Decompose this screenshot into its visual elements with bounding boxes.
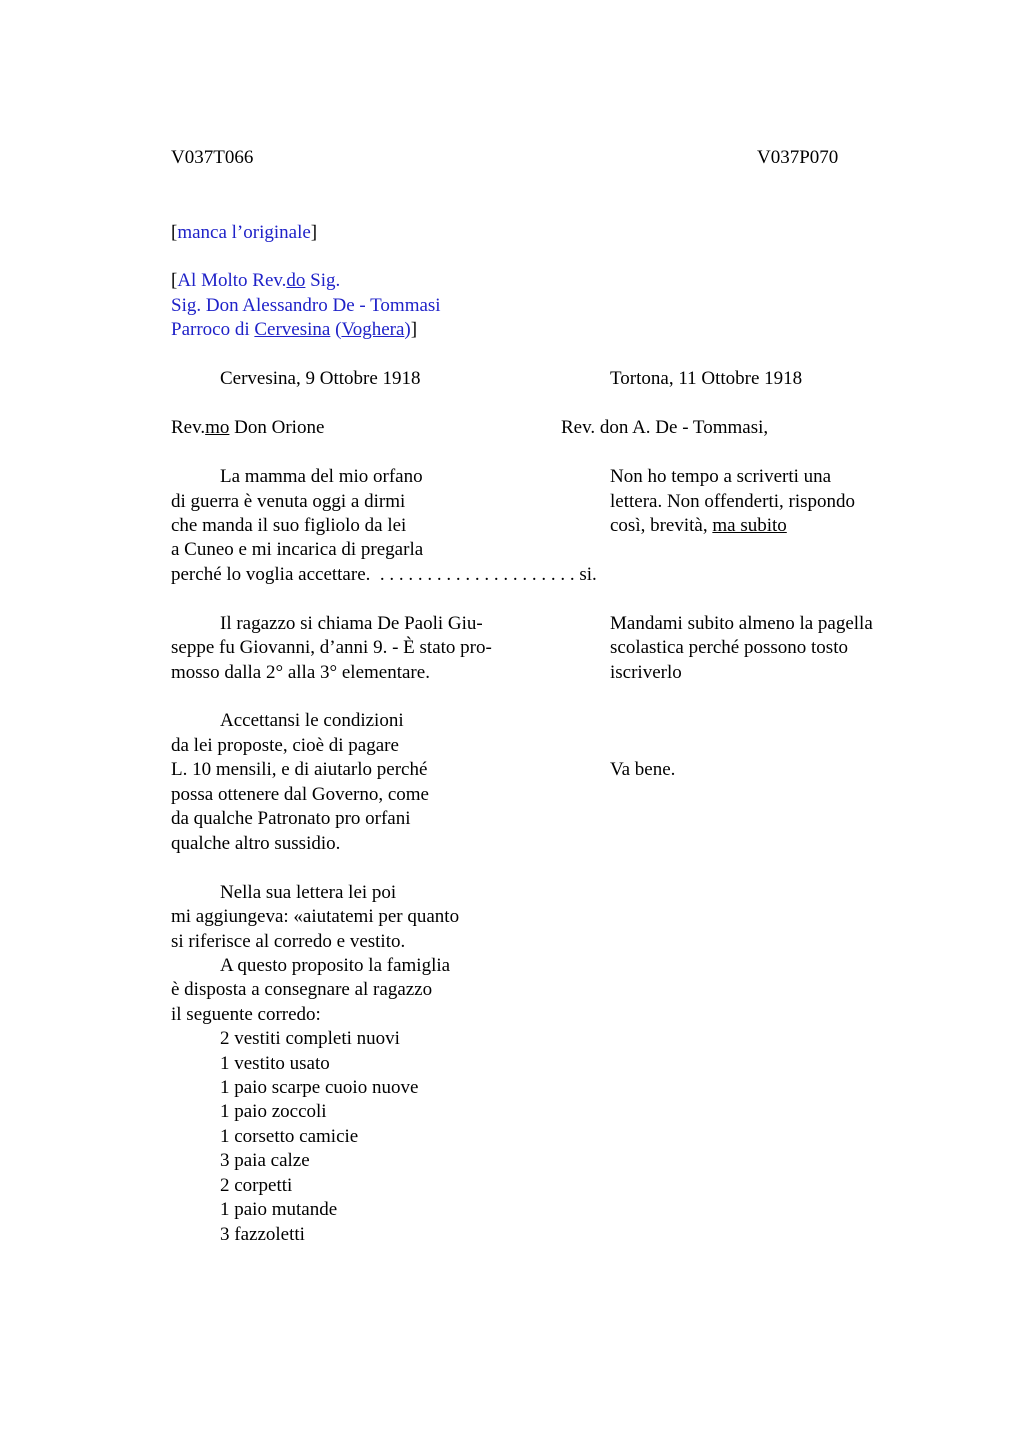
document-code-right: V037P070: [757, 147, 839, 168]
salutation-right: Rev. don A. De - Tommasi,: [561, 417, 769, 438]
right-reply-line: iscriverlo: [610, 662, 682, 683]
left-paragraph-line: è disposta a consegnare al ragazzo: [171, 979, 433, 1000]
address-line-3: Parroco di Cervesina (Voghera)]: [171, 319, 418, 340]
editorial-note-text: manca l’originale: [177, 222, 311, 243]
corredo-list-item: 2 vestiti completi nuovi: [220, 1028, 400, 1049]
left-paragraph-line: di guerra è venuta oggi a dirmi: [171, 491, 406, 512]
corredo-list-item: 1 paio scarpe cuoio nuove: [220, 1077, 419, 1098]
corredo-list-item: 3 fazzoletti: [220, 1224, 305, 1245]
left-paragraph-line: possa ottenere dal Governo, come: [171, 784, 429, 805]
left-paragraph-line: L. 10 mensili, e di aiutarlo perché: [171, 759, 428, 780]
left-paragraph-line: a Cuneo e mi incarica di pregarla: [171, 539, 424, 560]
left-paragraph-line: Nella sua lettera lei poi: [220, 882, 397, 903]
corredo-list-item: 1 paio zoccoli: [220, 1101, 327, 1122]
left-paragraph-line: Il ragazzo si chiama De Paoli Giu-: [220, 613, 483, 634]
left-paragraph-line: mosso dalla 2° alla 3° elementare.: [171, 662, 430, 683]
right-reply-line: così, brevità, ma subito: [610, 515, 787, 536]
left-paragraph-line: A questo proposito la famiglia: [220, 955, 451, 976]
editorial-note: [manca l’originale]: [171, 222, 318, 243]
left-paragraph-line: mi aggiungeva: «aiutatemi per quanto: [171, 906, 460, 927]
document-code-left: V037T066: [171, 147, 254, 168]
corredo-list-item: 2 corpetti: [220, 1175, 293, 1196]
right-reply-line: lettera. Non offenderti, rispondo: [610, 491, 855, 512]
left-paragraph-line: che manda il suo figliolo da lei: [171, 515, 407, 536]
corredo-list-item: 1 paio mutande: [220, 1199, 338, 1220]
right-reply-line: Non ho tempo a scriverti una: [610, 466, 832, 487]
left-paragraph-line: La mamma del mio orfano: [220, 466, 423, 487]
right-reply-line: Va bene.: [610, 759, 676, 780]
left-paragraph-line: da qualche Patronato pro orfani: [171, 808, 411, 829]
left-paragraph-dotted-line: perché lo voglia accettare. . . . . . . . . . . . . . . . . . . . . . si.: [171, 564, 597, 585]
left-paragraph-line: si riferisce al corredo e vestito.: [171, 931, 406, 952]
left-paragraph-line: qualche altro sussidio.: [171, 833, 341, 854]
left-paragraph-line: il seguente corredo:: [171, 1004, 321, 1025]
right-reply-line: Mandami subito almeno la pagella: [610, 613, 873, 634]
address-line-2: Sig. Don Alessandro De - Tommasi: [171, 295, 441, 316]
letter-date-right: Tortona, 11 Ottobre 1918: [610, 368, 803, 389]
letter-date-left: Cervesina, 9 Ottobre 1918: [220, 368, 421, 389]
left-paragraph-line: seppe fu Giovanni, d’anni 9. - È stato pro-: [171, 637, 492, 658]
corredo-list-item: 3 paia calze: [220, 1150, 310, 1171]
left-paragraph-line: da lei proposte, cioè di pagare: [171, 735, 399, 756]
salutation-left: Rev.mo Don Orione: [171, 417, 325, 438]
right-reply-line: scolastica perché possono tosto: [610, 637, 848, 658]
left-paragraph-line: Accettansi le condizioni: [220, 710, 404, 731]
corredo-list-item: 1 vestito usato: [220, 1053, 330, 1074]
corredo-list-item: 1 corsetto camicie: [220, 1126, 359, 1147]
address-line-1: [Al Molto Rev.do Sig.: [171, 270, 341, 291]
